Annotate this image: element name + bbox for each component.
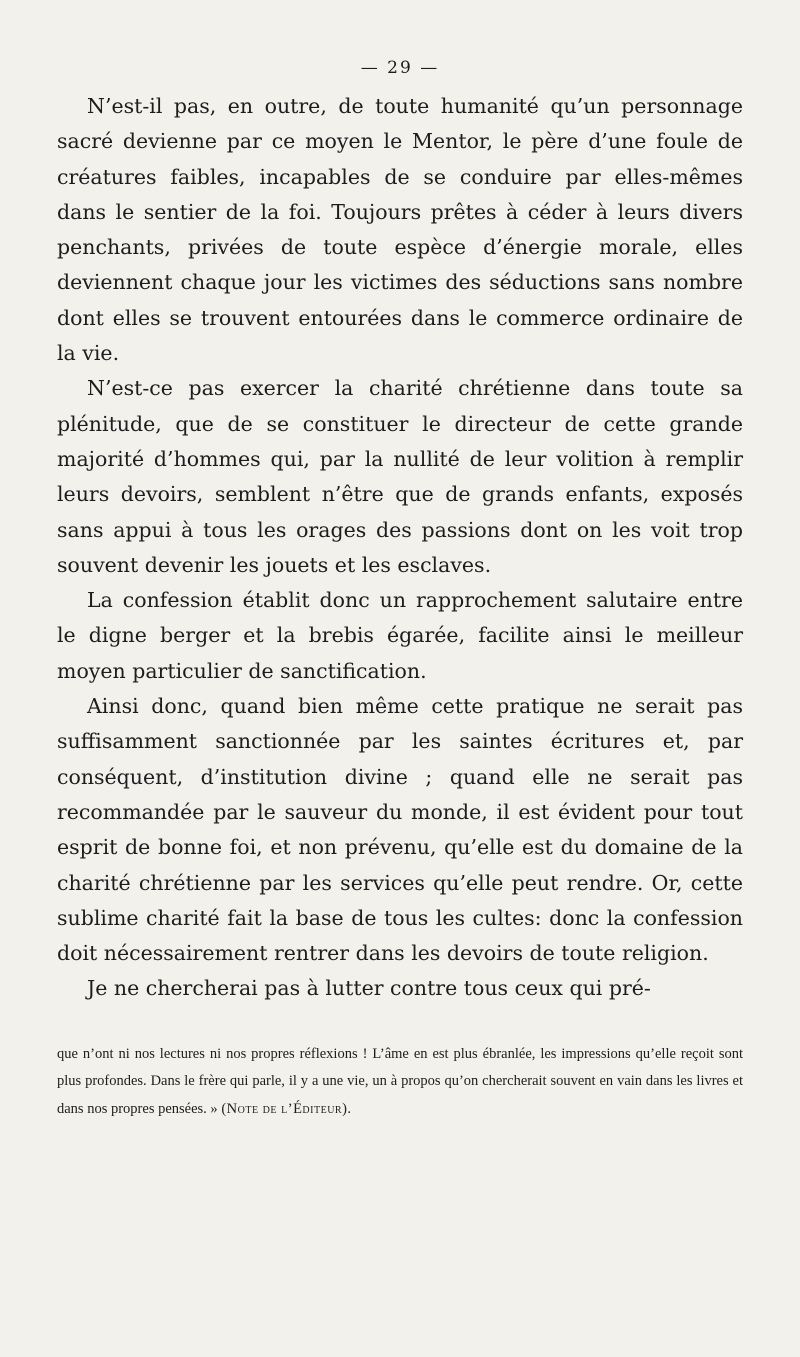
footnote bbox=[57, 1041, 743, 1124]
footnote-signoff: (Note de l’Éditeur). bbox=[221, 1100, 352, 1117]
paragraph-5: Je ne chercherai pas à lutter contre tous ceux qui pré- bbox=[87, 976, 651, 1001]
body-text bbox=[57, 89, 743, 1007]
paragraph-1: N’est-il pas, en outre, de toute humanité qu’un personnage sacré devienne par ce moyen le Mentor, le père d’une foule de créatures faibles, incapables de se conduire par elles-mêmes dans le sentier de la foi. Toujours prêtes à céder à leurs divers penchants, privées de toute espèce d’énergie morale, elles deviennent chaque jour les victimes des séductions sans nombre dont elles se trouvent entourées dans le commerce ordinaire de la vie. bbox=[57, 94, 743, 366]
footnote-text: que n’ont ni nos lectures ni nos propres réflexions ! L’âme en est plus ébranlée, les impressions qu’elle reçoit sont plus profondes. Dans le frère qui parle, il y a une vie, un à propos qu’on chercherait souvent en vain dans les livres et dans nos propres pensées. » bbox=[57, 1045, 743, 1117]
paragraph-2: N’est-ce pas exercer la charité chrétienne dans toute sa plénitude, que de se constituer le directeur de cette grande majorité d’hommes qui, par la nullité de leur volition à remplir leurs devoirs, semblent n’être que de grands enfants, exposés sans appui à tous les orages des passions dont on les voit trop souvent devenir les jouets et les esclaves. bbox=[57, 376, 743, 577]
paragraph-4: Ainsi donc, quand bien même cette pratique ne serait pas suffisamment sanctionnée par les saintes écritures et, par conséquent, d’institution divine ; quand elle ne serait pas recommandée par le sauveur du monde, il est évident pour tout esprit de bonne foi, et non prévenu, qu’elle est du domaine de la charité chrétienne par les services qu’elle peut rendre. Or, cette sublime charité fait la base de tous les cultes: donc la confession doit nécessairement rentrer dans les devoirs de toute religion. bbox=[57, 694, 743, 966]
paragraph-3: La confession établit donc un rapprochement salutaire entre le digne berger et la brebis égarée, facilite ainsi le meilleur moyen particulier de sanctification. bbox=[57, 588, 743, 683]
page-number: — 29 — bbox=[360, 58, 440, 78]
